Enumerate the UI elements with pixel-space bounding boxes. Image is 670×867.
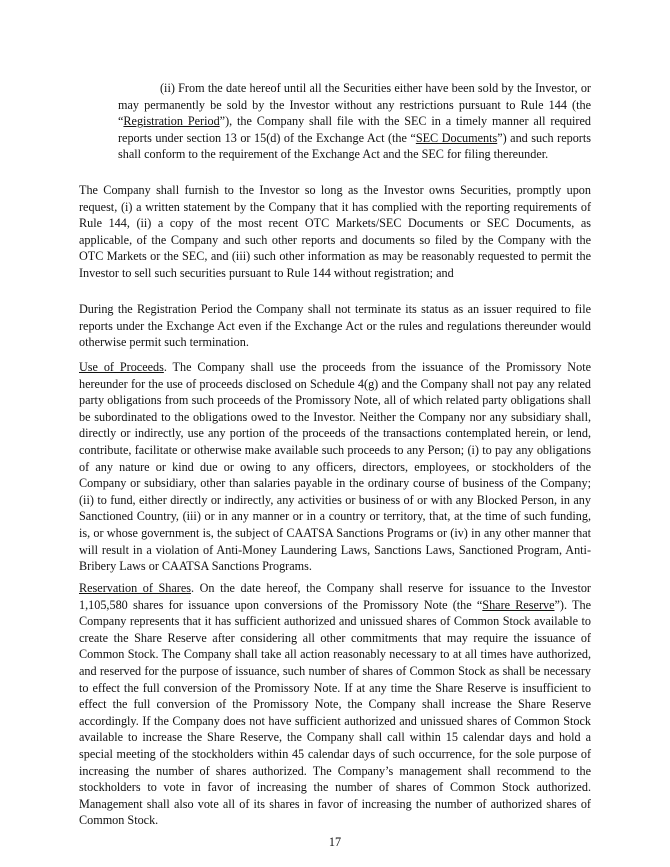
- paragraph-text: (ii) From the date hereof until all the Securities either have been sold by the Investor, or may permanently be sold by the Investor without any restrictions pursuant to Rule 144 (the “: [118, 81, 591, 129]
- section-heading-use-of-proceeds: Use of Proceeds: [79, 360, 164, 374]
- paragraph-registration-status: During the Registration Period the Company shall not terminate its status as an issuer required to file reports under the Exchange Act even if the Exchange Act or the rules and regulations thereunder would otherwise permit such termination.: [79, 302, 591, 350]
- paragraph-text: ”). The Company represents that it has sufficient authorized and unissued shares of Common Stock available to create the Share Reserve after considering all other commitments that may require the issuance of Common Stock. The Company shall take all action reasonably necessary to at all times have authorized, and reserved for the purpose of issuance, such number of shares of Common Stock as shall be necessary to effect the full conversion of the Promissory Note. If at any time the Share Reserve is insufficient to effect the full conversion of the Promissory Note, the Company shall increase the Share Reserve accordingly. If the Company does not have sufficient authorized and unissued shares of Common Stock available to increase the Share Reserve, the Company shall call within 15 calendar days and hold a special meeting of the stockholders within 45 calendar days of such occurrence, for the sole purpose of increasing the number of shares authorized. The Company’s management shall recommend to the stockholders to vote in favor of increasing the number of shares of Common Stock authorized. Management shall also vote all of its shares in favor of increasing the number of authorized shares of Common Stock.: [79, 597, 591, 828]
- defined-term-share-reserve: Share Reserve: [482, 597, 555, 612]
- defined-term-registration-period: Registration Period: [123, 114, 220, 129]
- schedule-reference: g: [368, 376, 375, 391]
- paragraph-furnish-information: The Company shall furnish to the Investor so long as the Investor owns Securities, promptly upon request, (i) a written statement by the Company that it has complied with the reporting requirements of Rule 144, (ii) a copy of the most recent OTC Markets/SEC Documents or SEC Documents, as applicable, of the Company and such other reports and documents so filed by the Company with the OTC Markets or the SEC, and (iii) such other information as may be reasonably requested to permit the Investor to sell such securities pursuant to Rule 144 without registration; and: [79, 183, 591, 280]
- paragraph-text: ) and the Company shall not pay any related party obligations from such proceeds of the Promissory Note, all of which related party obligations shall be subordinated to the obligations owed to the Investor. Neither the Company nor any subsidiary shall, directly or indirectly, use any portion of the proceeds of the transactions contemplated herein, or lend, contribute, facilitate or otherwise make available such proceeds to any Person; (i) to pay any obligations of any nature or kind due or owing to any officers, directors, employees, or stockholders of the Company or subsidiary, other than salaries payable in the ordinary course of business of the Company; (ii) to fund, either directly or indirectly, any activities or business of or with any Blocked Person, in any Sanctioned Country, (iii) or in any manner or in a country or territory, that, at the time of such funding, is, or whose government is, the subject of CAATSA Sanctions Programs or (iv) in any other manner that will result in a violation of Anti-Money Laundering Laws, Sanctions Laws, Sanctioned Program, Anti-Bribery Laws or CAATSA Sanctions Programs.: [79, 376, 591, 574]
- section-heading-reservation-of-shares: Reservation of Shares: [79, 581, 191, 595]
- paragraph-text: . On the date hereof, the Company shall reserve for issuance to the Investor 1,105,580 shares for issuance upon conversions of the Promissory Note (the “: [79, 581, 591, 612]
- paragraph-text: . The Company shall use the proceeds from the issuance of the Promissory Note hereunder for the use of proceeds disclosed on Schedule 4(: [79, 360, 591, 391]
- defined-term-sec-documents: SEC Documents: [415, 130, 498, 145]
- page-number: 17: [328, 835, 342, 849]
- paragraph-text: ”), the Company shall file with the SEC in a timely manner all required reports under section 13 or 15(d) of the Exchange Act (the “: [118, 114, 591, 145]
- paragraph-reservation-of-shares: [79, 580, 591, 829]
- paragraph-use-of-proceeds: [79, 359, 591, 575]
- paragraph-text: ”) and such reports shall conform to the requirement of the Exchange Act and the SEC for filing thereunder.: [118, 130, 591, 162]
- paragraph-registration-period: [118, 80, 591, 163]
